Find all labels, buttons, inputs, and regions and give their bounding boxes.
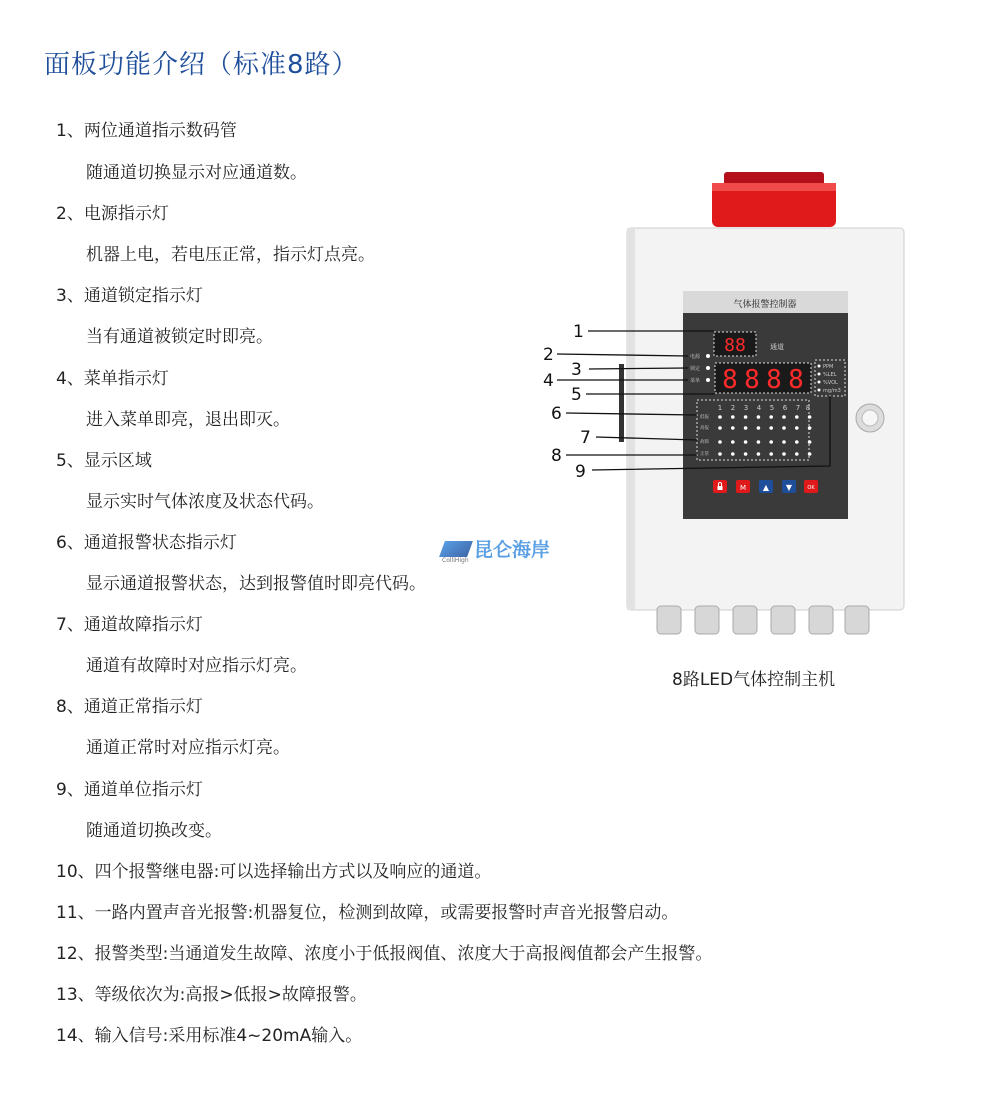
brand-logo-icon xyxy=(439,541,473,557)
row-label-high: 高报 xyxy=(700,426,709,431)
channel-led xyxy=(795,452,799,456)
feature-title-6: 6、通道报警状态指示灯 xyxy=(56,533,237,553)
unit-label-4: mg/m3 xyxy=(823,388,841,394)
channel-led xyxy=(718,452,722,456)
status-label-power: 电源 xyxy=(690,354,701,360)
channel-led xyxy=(718,426,722,430)
channel-led xyxy=(808,426,812,430)
row-label-low: 低报 xyxy=(700,415,709,420)
callout-7: 7 xyxy=(580,428,591,448)
channel-number-8: 8 xyxy=(805,404,811,412)
feature-item-10: 10、四个报警继电器:可以选择输出方式以及响应的通道。 xyxy=(56,862,492,882)
row-label-normal: 正常 xyxy=(700,452,709,457)
feature-title-8: 8、通道正常指示灯 xyxy=(56,697,203,717)
channel-led xyxy=(795,426,799,430)
channel-led xyxy=(782,452,786,456)
status-label-lock: 锁定 xyxy=(690,366,701,372)
feature-desc-1: 随通道切换显示对应通道数。 xyxy=(86,163,307,183)
feature-desc-4: 进入菜单即亮，退出即灭。 xyxy=(86,410,290,430)
callout-8: 8 xyxy=(551,446,562,466)
brand-sub: ColliHigh xyxy=(442,557,469,564)
channel-led xyxy=(757,440,761,444)
channel-led xyxy=(769,452,773,456)
channel-led xyxy=(782,440,786,444)
up-arrow-icon: ▲ xyxy=(762,483,770,492)
channel-led xyxy=(757,452,761,456)
channel-led xyxy=(782,415,786,419)
status-label-menu: 菜单 xyxy=(690,378,701,384)
feature-title-3: 3、通道锁定指示灯 xyxy=(56,286,203,306)
channel-number-3: 3 xyxy=(743,404,749,412)
callout-5: 5 xyxy=(571,385,582,405)
row-label-fault: 故障 xyxy=(700,440,709,445)
feature-desc-3: 当有通道被锁定时即亮。 xyxy=(86,327,273,347)
feature-desc-6: 显示通道报警状态，达到报警值时即亮代码。 xyxy=(86,574,426,594)
menu-led xyxy=(706,378,710,382)
unit-label-3: %VOL xyxy=(823,380,838,386)
feature-title-2: 2、电源指示灯 xyxy=(56,204,169,224)
feature-item-14: 14、输入信号:采用标准4~20mA输入。 xyxy=(56,1026,363,1046)
channel-led xyxy=(808,415,812,419)
feature-title-1: 1、两位通道指示数码管 xyxy=(56,121,237,141)
power-led xyxy=(706,354,710,358)
channel-number-5: 5 xyxy=(769,404,775,412)
channel-led xyxy=(744,452,748,456)
device-caption: 8路LED气体控制主机 xyxy=(672,670,836,690)
channel-led xyxy=(782,426,786,430)
menu-button-label: M xyxy=(739,484,747,492)
channel-number-7: 7 xyxy=(795,404,801,412)
channel-number-6: 6 xyxy=(782,404,788,412)
channel-led xyxy=(769,426,773,430)
channel-number-2: 2 xyxy=(730,404,736,412)
alarm-light-icon xyxy=(712,172,836,227)
callout-9: 9 xyxy=(575,462,586,482)
channel-digits: 88 xyxy=(724,335,746,356)
down-arrow-icon: ▼ xyxy=(785,483,793,492)
channel-number-4: 4 xyxy=(756,404,762,412)
feature-desc-8: 通道正常时对应指示灯亮。 xyxy=(86,738,290,758)
channel-led xyxy=(808,440,812,444)
callout-6: 6 xyxy=(551,404,562,424)
channel-led xyxy=(744,440,748,444)
feature-desc-2: 机器上电，若电压正常，指示灯点亮。 xyxy=(86,245,375,265)
channel-led xyxy=(757,415,761,419)
channel-led xyxy=(731,440,735,444)
main-digit-4: 8 xyxy=(788,365,804,395)
callout-numbers xyxy=(543,322,591,482)
channel-led xyxy=(731,426,735,430)
brand-watermark xyxy=(442,535,550,562)
main-digit-1: 8 xyxy=(722,365,738,395)
channel-led xyxy=(769,440,773,444)
brand-name: 昆仑海岸 xyxy=(474,539,551,561)
feature-desc-9: 随通道切换改变。 xyxy=(86,821,222,841)
channel-led xyxy=(795,415,799,419)
channel-led xyxy=(795,440,799,444)
channel-led xyxy=(744,415,748,419)
status-indicators xyxy=(690,353,710,384)
panel-title: 气体报警控制器 xyxy=(733,300,797,310)
lock-led xyxy=(706,366,710,370)
gas-controller-device xyxy=(540,160,920,640)
feature-item-13: 13、等级依次为:高报>低报>故障报警。 xyxy=(56,985,367,1005)
channel-led xyxy=(718,440,722,444)
feature-title-9: 9、通道单位指示灯 xyxy=(56,780,203,800)
channel-led xyxy=(769,415,773,419)
channel-led xyxy=(744,426,748,430)
feature-item-11: 11、一路内置声音光报警:机器复位，检测到故障，或需要报警时声音光报警启动。 xyxy=(56,903,679,923)
unit-label-2: %LEL xyxy=(823,372,837,378)
ok-button-label: OK xyxy=(807,485,815,491)
unit-label-1: PPM xyxy=(823,364,834,370)
channel-led xyxy=(718,415,722,419)
channel-led xyxy=(808,452,812,456)
main-digit-2: 8 xyxy=(744,365,760,395)
channel-led xyxy=(731,415,735,419)
callout-4: 4 xyxy=(543,371,554,391)
callout-1: 1 xyxy=(573,322,584,342)
page-title: 面板功能介绍（标准8路） xyxy=(44,50,359,80)
feature-desc-5: 显示实时气体浓度及状态代码。 xyxy=(86,492,324,512)
main-digit-3: 8 xyxy=(766,365,782,395)
feature-title-5: 5、显示区域 xyxy=(56,451,152,471)
callout-3: 3 xyxy=(571,360,582,380)
feature-title-4: 4、菜单指示灯 xyxy=(56,369,169,389)
feature-item-12: 12、报警类型:当通道发生故障、浓度小于低报阀值、浓度大于高报阀值都会产生报警。 xyxy=(56,944,713,964)
channel-label: 通道 xyxy=(770,343,784,351)
channel-led xyxy=(757,426,761,430)
feature-title-7: 7、通道故障指示灯 xyxy=(56,615,203,635)
channel-led xyxy=(731,452,735,456)
channel-number-1: 1 xyxy=(717,404,723,412)
feature-desc-7: 通道有故障时对应指示灯亮。 xyxy=(86,656,307,676)
callout-2: 2 xyxy=(543,345,554,365)
